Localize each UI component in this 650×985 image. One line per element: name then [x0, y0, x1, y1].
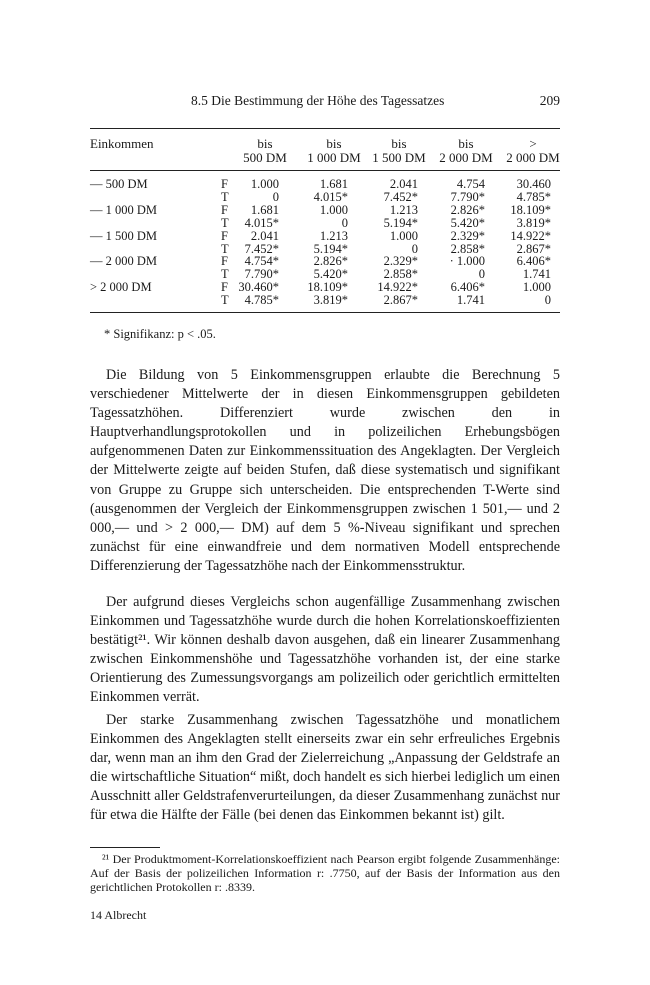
column-header-bottom: 2 000 DM	[439, 150, 493, 165]
table-cell: 0	[478, 267, 485, 282]
table-cell: 1.741	[522, 267, 551, 282]
table-cell: 2.329*	[450, 228, 485, 243]
statistic-label: F	[221, 202, 228, 217]
statistic-label: T	[221, 241, 229, 256]
table-cell: 1.213	[389, 202, 418, 217]
table-cell: 1.681	[250, 202, 279, 217]
paragraph-3-block	[90, 711, 560, 826]
table-cell: 7.790*	[450, 189, 485, 204]
table-cell: 18.109*	[307, 280, 348, 295]
table-cell: 1.213	[319, 228, 348, 243]
income-group-label: — 1 500 DM	[90, 228, 158, 243]
table-cell: 7.790*	[244, 267, 279, 282]
table-cell: 2.041	[250, 228, 279, 243]
table-cell: 4.754*	[244, 254, 279, 269]
table-cell: 7.452*	[244, 241, 279, 256]
table-cell: 2.826*	[450, 202, 485, 217]
table-cell: 0	[341, 215, 348, 230]
column-header-top: bis	[326, 136, 342, 151]
table-bottom-rule	[90, 312, 560, 313]
statistic-label: T	[221, 267, 229, 282]
table-header-rule	[90, 170, 560, 171]
running-head	[90, 93, 560, 111]
statistic-label: T	[221, 189, 229, 204]
column-header-top: bis	[458, 136, 474, 151]
statistic-label: F	[221, 280, 228, 295]
table-cell: 2.867*	[516, 241, 551, 256]
column-header-bottom: 2 000 DM	[506, 150, 560, 165]
table-cell: · 1.000	[449, 254, 485, 269]
column-header-top: bis	[391, 136, 407, 151]
table-cell: 5.420*	[313, 267, 348, 282]
running-title: 8.5 Die Bestimmung der Höhe des Tagessatzes	[191, 93, 445, 108]
column-header-bottom: 1 500 DM	[372, 150, 426, 165]
table-cell: 5.194*	[383, 215, 418, 230]
paragraph-2: Der aufgrund dieses Vergleichs schon augenfällige Zusammenhang zwischen Einkommen und Tagessatzhöhe wurde durch die hohen Korrelationskoeffizienten bestätigt²¹. Wir können deshalb davon ausgehen, daß ein linearer Zusammenhang zwischen Einkommenshöhe und Tagessatzhöhe vorhanden ist, der eine starke Orientierung des Zumessungsvorgangs am polizeilich oder gerichtlich ermittelten Einkommen verrät.	[90, 594, 560, 706]
table-top-rule	[90, 128, 560, 129]
table-cell: 7.452*	[383, 189, 418, 204]
table-cell: 2.329*	[383, 254, 418, 269]
footnote-21: ²¹ Der Produktmoment-Korrelationskoeffizient nach Pearson ergibt folgende Zusammenhänge: Auf der Basis der polizeilichen Information r: .7750, auf der Basis der Information aus den gerichtlichen Protokollen r: .8339.	[90, 852, 560, 895]
table-cell: 3.819*	[516, 215, 551, 230]
table-cell: 4.754	[456, 177, 485, 191]
table-cell: 14.922*	[510, 228, 551, 243]
sheet-signature: 14 Albrecht	[90, 908, 147, 922]
table-cell: 3.819*	[313, 293, 348, 308]
statistic-label: F	[221, 177, 228, 191]
table-cell: 1.741	[456, 293, 485, 308]
table-cell: 2.041	[389, 177, 418, 191]
column-header-top: >	[529, 136, 537, 151]
significance-note: * Signifikanz: p < .05.	[104, 327, 216, 341]
table-cell: 2.858*	[450, 241, 485, 256]
table-cell: 0	[411, 241, 418, 256]
column-header-bottom: 500 DM	[243, 150, 287, 165]
table-cell: 1.000	[389, 228, 418, 243]
income-group-label: — 1 000 DM	[90, 202, 158, 217]
table-cell: 5.194*	[313, 241, 348, 256]
income-group-label: — 2 000 DM	[90, 254, 158, 269]
table-cell: 30.460	[516, 177, 551, 191]
table-cell: 2.867*	[383, 293, 418, 308]
column-header-bottom: 1 000 DM	[307, 150, 361, 165]
table-cell: 1.000	[250, 177, 279, 191]
page-number: 209	[539, 93, 560, 108]
income-group-label: > 2 000 DM	[90, 280, 152, 295]
table-cell: 1.000	[522, 280, 551, 295]
table-cell: 6.406*	[516, 254, 551, 269]
table-cell: 14.922*	[377, 280, 418, 295]
table-cell: 2.858*	[383, 267, 418, 282]
table-row-header: Einkommen	[90, 136, 154, 151]
paragraph-3: Der starke Zusammenhang zwischen Tagessatzhöhe und monatlichem Einkommen des Angeklagten stellt einerseits zwar ein sehr erfreuliches Ergebnis dar, wenn man an ihm den Grad der Zielerreichung „Anpassung der Geldstrafe an die wirtschaftliche Situation“ mißt, doch handelt es sich hierbei lediglich um einen Ausschnitt aller Geldstrafenverurteilungen, da dieser Zusammenhang zunächst nur für etwa die Hälfte der Fälle (bei denen das Einkommen bekannt ist) gilt.	[90, 712, 560, 824]
footnote-rule	[90, 847, 160, 848]
table-cell: 0	[544, 293, 551, 308]
column-header-top: bis	[257, 136, 273, 151]
table-cell: 1.000	[319, 202, 348, 217]
paragraph-1: Die Bildung von 5 Einkommensgruppen erlaubte die Berechnung 5 verschiedener Mittelwerte der in diesen Einkommensgruppen gebildeten Tagessatzhöhen. Differenziert wurde zwischen den in Hauptverhandlungsprotokollen und in polizeilichen Erhebungsbögen aufgenommenen Daten zur Einkommenssituation des Angeklagten. Der Vergleich der Mittelwerte zeigte auf beiden Stufen, daß diese systematisch und signifikant von Gruppe zu Gruppe sich unterscheiden. Die entsprechenden T-Werte sind (ausgenommen der Vergleich der Einkommensgruppen zwischen 1 501,— und 2 000,— und > 2 000,— DM) auf dem 5 %-Niveau signifikant und sprechen zunächst für eine einwandfreie und dem normativen Modell entsprechende Differenzierung der Tagessatzhöhe nach der Einkommensstruktur.	[90, 367, 560, 574]
paragraph-1-block	[90, 366, 560, 576]
statistic-label: T	[221, 293, 229, 308]
statistic-label: F	[221, 254, 228, 269]
table-cell: 4.785*	[516, 189, 551, 204]
table-cell: 5.420*	[450, 215, 485, 230]
statistic-label: T	[221, 215, 229, 230]
table-cell: 18.109*	[510, 202, 551, 217]
table-cell: 4.785*	[244, 293, 279, 308]
table-cell: 30.460*	[238, 280, 279, 295]
income-group-label: — 500 DM	[90, 177, 148, 191]
table-cell: 1.681	[319, 177, 348, 191]
table-cell: 4.015*	[244, 215, 279, 230]
table-cell: 2.826*	[313, 254, 348, 269]
table-cell: 4.015*	[313, 189, 348, 204]
table-cell: 6.406*	[450, 280, 485, 295]
table-cell: 0	[272, 189, 279, 204]
statistic-label: F	[221, 228, 228, 243]
paragraph-2-block	[90, 593, 560, 708]
